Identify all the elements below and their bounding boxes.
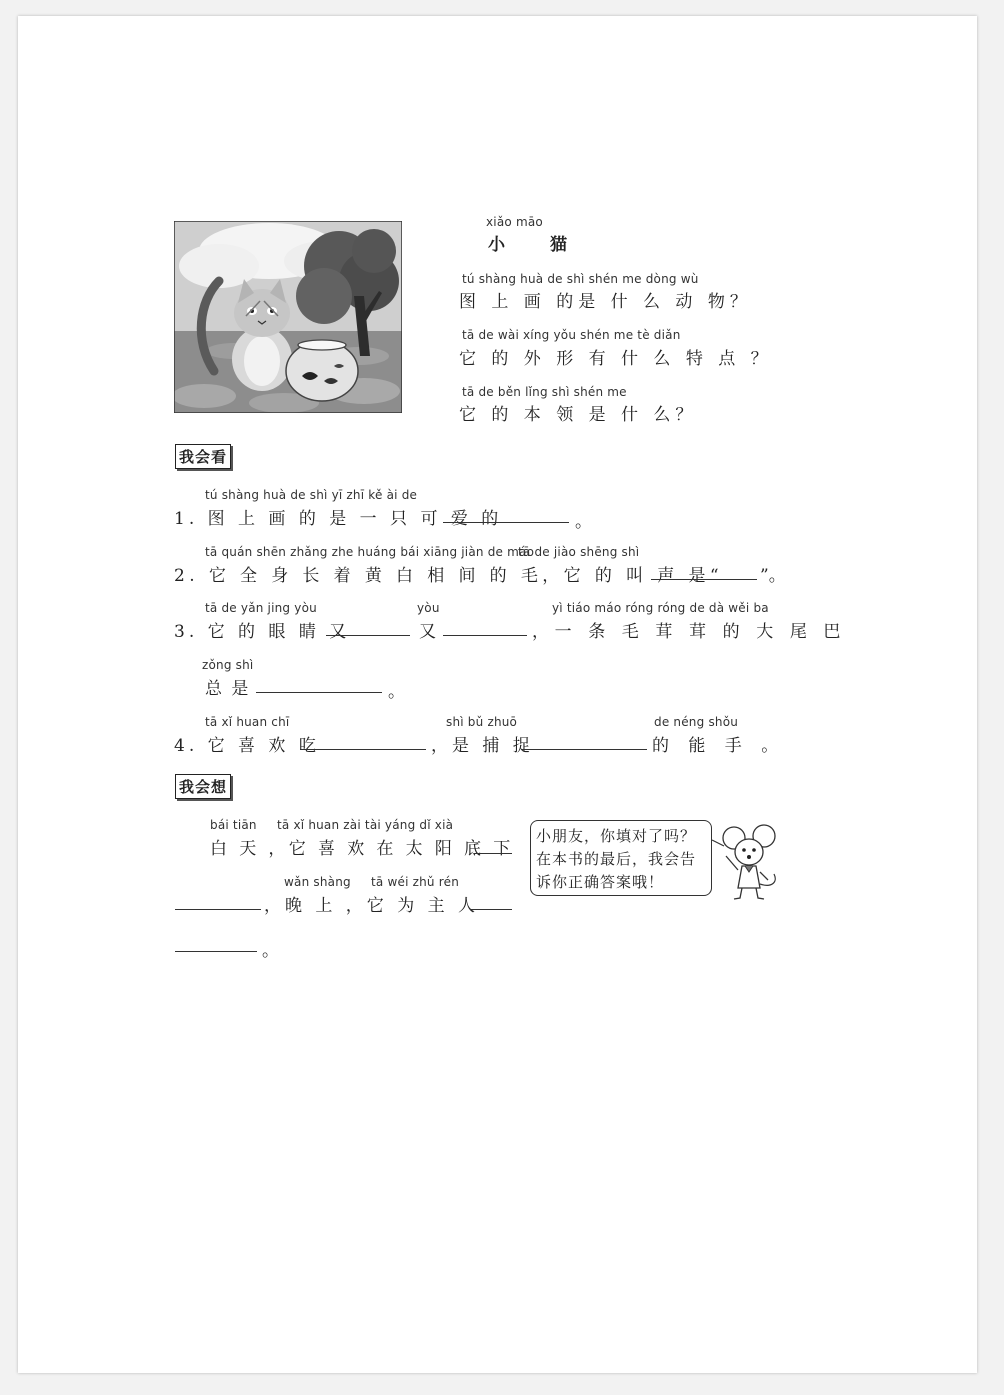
- q3b-pinyin: zǒng shì: [202, 658, 254, 672]
- q3b-end: 。: [388, 682, 410, 702]
- intro-question-2-pinyin: tā de wài xíng yǒu shén me tè diǎn: [462, 328, 681, 342]
- q3-text-a: 3. 它 的 眼 睛 又: [174, 622, 351, 642]
- title-pinyin: xiǎo māo: [486, 215, 543, 229]
- intro-question-2: 它 的 外 形 有 什 么 特 点 ？: [459, 349, 773, 369]
- think-answer-blank-4[interactable]: [175, 951, 257, 952]
- think-line1-pinyin-a: bái tiān: [210, 818, 257, 832]
- intro-question-3: 它 的 本 领 是 什 么？: [459, 405, 698, 425]
- q3-pinyin-b: yòu: [417, 601, 440, 615]
- think-line1-pinyin-b: tā xǐ huan zài tài yáng dǐ xià: [277, 818, 454, 832]
- q2-answer-blank[interactable]: [651, 579, 757, 580]
- q1-end: 。: [575, 512, 597, 532]
- page-title: 小 猫: [488, 235, 581, 255]
- q4-pinyin-c: de néng shǒu: [654, 715, 739, 729]
- q4-text-b: ，是 捕 捉: [431, 736, 534, 756]
- q3-text-b: 又: [419, 622, 441, 642]
- q4-text-c: 的 能 手 。: [652, 736, 786, 756]
- q4-pinyin-b: shì bǔ zhuō: [446, 715, 518, 729]
- think-answer-blank-1[interactable]: [474, 853, 512, 854]
- speech-line-1: 小朋友，你填对了吗？: [536, 827, 697, 845]
- q2-end: ”。: [760, 566, 786, 586]
- q3-answer-blank-2[interactable]: [443, 635, 527, 636]
- q2-pinyin-a: tā quán shēn zhǎng zhe huáng bái xiāng jiàn de máo: [205, 545, 535, 559]
- q3-pinyin-c: yì tiáo máo róng róng de dà wěi ba: [552, 601, 769, 615]
- q1-pinyin: tú shàng huà de shì yī zhī kě ài de: [205, 488, 418, 502]
- think-answer-blank-2[interactable]: [175, 909, 261, 910]
- q2-pinyin-b: tā de jiào shēng shì: [518, 545, 640, 559]
- think-line1-text: 白 天 ，它 喜 欢 在 太 阳 底 下: [210, 839, 514, 859]
- speech-bubble: [530, 820, 712, 896]
- q3b-text: 总 是: [205, 679, 251, 699]
- q3b-answer-blank[interactable]: [256, 692, 382, 693]
- mouse-mascot-icon: [712, 822, 784, 902]
- q3-text-c: ，一 条 毛 茸 茸 的 大 尾 巴: [532, 622, 847, 642]
- intro-question-1-pinyin: tú shàng huà de shì shén me dòng wù: [462, 272, 699, 286]
- think-line2-pinyin-b: tā wéi zhǔ rén: [371, 875, 460, 889]
- q3-answer-blank-1[interactable]: [326, 635, 410, 636]
- intro-question-3-pinyin: tā de běn lǐng shì shén me: [462, 385, 627, 399]
- q4-answer-blank-2[interactable]: [521, 749, 647, 750]
- think-answer-blank-3[interactable]: [470, 909, 512, 910]
- q4-text-a: 4. 它 喜 欢 吃: [174, 736, 320, 756]
- section-label-think: 我会想: [175, 774, 231, 799]
- think-line2-pinyin-a: wǎn shàng: [284, 875, 351, 889]
- cat-goldfish-illustration: [174, 221, 402, 413]
- think-line2-text: ，晚 上 ，它 为 主 人: [264, 896, 480, 916]
- intro-question-1: 图 上 画 的是 什 么 动 物？: [459, 292, 752, 312]
- q1-text: 1. 图 上 画 的 是 一 只 可 爱 的: [174, 509, 503, 529]
- q2-text: 2. 它 全 身 长 着 黄 白 相 间 的 毛，它 的 叫 声 是“: [174, 566, 723, 586]
- think-line3-end: 。: [262, 941, 284, 961]
- q3-pinyin-a: tā de yǎn jing yòu: [205, 601, 317, 615]
- q4-pinyin-a: tā xǐ huan chī: [205, 715, 290, 729]
- speech-line-3: 诉你正确答案哦！: [536, 873, 665, 891]
- q1-answer-blank[interactable]: [443, 522, 569, 523]
- q4-answer-blank-1[interactable]: [300, 749, 426, 750]
- speech-line-2: 在本书的最后，我会告: [536, 850, 697, 868]
- section-label-look: 我会看: [175, 444, 231, 469]
